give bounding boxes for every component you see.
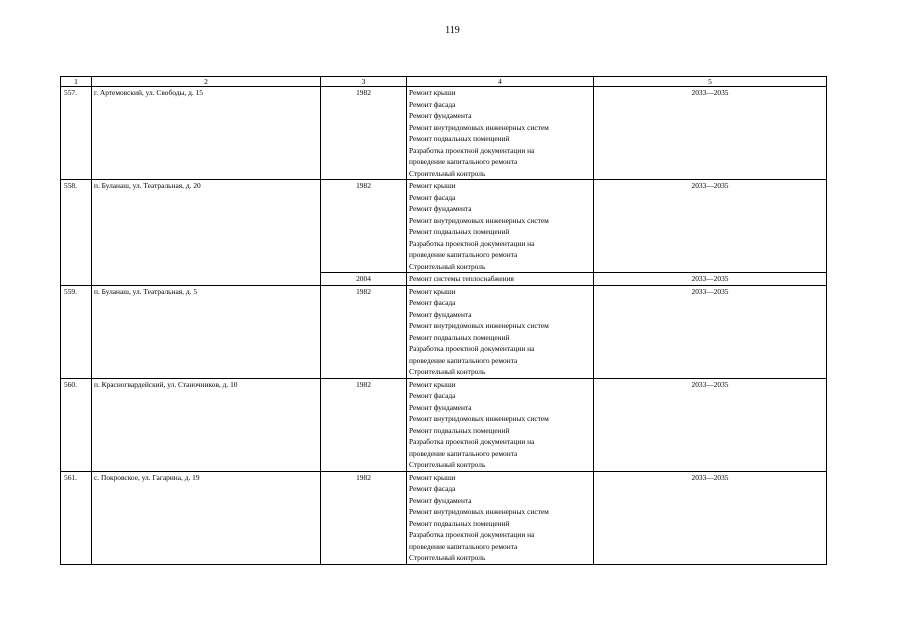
work-item: Ремонт крыши	[409, 181, 456, 190]
row-number: 560.	[61, 378, 92, 471]
table-row	[61, 471, 827, 564]
work-item: Ремонт фасада	[409, 298, 456, 307]
table-row	[61, 378, 827, 471]
work-item: Разработка проектной документации на	[409, 238, 535, 248]
work-item: проведение капитального ремонта	[409, 250, 518, 259]
work-item: Ремонт внутридомовых инженерных систем	[409, 215, 549, 225]
work-item: Ремонт фасада	[409, 192, 456, 202]
year-cell: 1982	[321, 87, 407, 180]
work-item: Ремонт подвальных помещений	[409, 227, 510, 236]
work-item: Ремонт подвальных помещений	[409, 332, 510, 342]
work-item: Ремонт фасада	[409, 391, 456, 400]
year-cell: 1982	[321, 285, 407, 378]
work-item: Ремонт внутридомовых инженерных систем	[409, 122, 549, 132]
register-table	[60, 76, 827, 565]
works-cell	[407, 180, 594, 273]
table-row	[61, 180, 827, 273]
work-item: Ремонт внутридомовых инженерных систем	[409, 321, 549, 330]
work-item: Ремонт подвальных помещений	[409, 518, 510, 528]
works-cell	[407, 87, 594, 180]
work-item: Строительный контроль	[409, 460, 486, 469]
row-number: 557.	[61, 87, 92, 180]
works-cell: Ремонт системы теплоснабжения	[407, 273, 594, 286]
work-item: Ремонт внутридомовых инженерных систем	[409, 414, 549, 423]
work-item: Ремонт подвальных помещений	[409, 425, 510, 435]
page-number: 119	[445, 25, 460, 36]
row-number: 558.	[61, 180, 92, 286]
header-cell-2: 2	[92, 77, 321, 87]
work-item: Ремонт внутридомовых инженерных систем	[409, 507, 549, 516]
works-cell	[407, 471, 594, 564]
work-item: Строительный контроль	[409, 367, 486, 376]
table-row	[61, 285, 827, 378]
period-cell: 2033—2035	[594, 471, 827, 564]
period-cell: 2033—2035	[594, 273, 827, 286]
address-cell: с. Покровское, ул. Гагарина, д. 19	[92, 471, 321, 564]
year-cell: 1982	[321, 180, 407, 273]
work-item: Ремонт фундамента	[409, 111, 472, 120]
work-item: Ремонт фасада	[409, 484, 456, 493]
header-cell-1: 1	[61, 77, 92, 87]
work-item: проведение капитального ремонта	[409, 448, 518, 458]
work-item: Ремонт фасада	[409, 99, 456, 109]
year-cell: 1982	[321, 378, 407, 471]
work-item: Строительный контроль	[409, 553, 486, 562]
period-cell: 2033—2035	[594, 378, 827, 471]
work-item: Разработка проектной документации на	[409, 344, 535, 353]
table-row	[61, 87, 827, 180]
work-item: Разработка проектной документации на	[409, 530, 535, 539]
period-cell: 2033—2035	[594, 87, 827, 180]
work-item: Ремонт фундамента	[409, 402, 472, 412]
year-cell: 2004	[321, 273, 407, 286]
work-item: Ремонт крыши	[409, 88, 456, 97]
work-item: Разработка проектной документации на	[409, 145, 535, 155]
work-item: Ремонт подвальных помещений	[409, 134, 510, 143]
work-item: проведение капитального ремонта	[409, 541, 518, 551]
row-number: 559.	[61, 285, 92, 378]
work-item: Ремонт крыши	[409, 472, 456, 482]
header-row	[61, 77, 827, 87]
work-item: Ремонт фундамента	[409, 204, 472, 213]
work-item: проведение капитального ремонта	[409, 355, 518, 365]
work-item: Ремонт фундамента	[409, 309, 472, 319]
works-cell	[407, 285, 594, 378]
work-item: Строительный контроль	[409, 168, 486, 178]
work-item: Строительный контроль	[409, 261, 486, 271]
period-cell: 2033—2035	[594, 180, 827, 273]
work-item: Ремонт крыши	[409, 379, 456, 389]
work-item: Ремонт фундамента	[409, 495, 472, 505]
address-cell: п. Красногвардейский, ул. Станочников, д. 10	[92, 378, 321, 471]
work-item: проведение капитального ремонта	[409, 157, 518, 166]
year-cell: 1982	[321, 471, 407, 564]
address-cell: п. Буланаш, ул. Театральная, д. 20	[92, 180, 321, 286]
header-cell-3: 3	[321, 77, 407, 87]
work-item: Разработка проектной документации на	[409, 437, 535, 446]
row-number: 561.	[61, 471, 92, 564]
address-cell: г. Артемовский, ул. Свободы, д. 15	[92, 87, 321, 180]
work-item: Ремонт крыши	[409, 286, 456, 296]
period-cell: 2033—2035	[594, 285, 827, 378]
header-cell-5: 5	[594, 77, 827, 87]
works-cell	[407, 378, 594, 471]
header-cell-4: 4	[407, 77, 594, 87]
address-cell: п. Буланаш, ул. Театральная, д. 5	[92, 285, 321, 378]
